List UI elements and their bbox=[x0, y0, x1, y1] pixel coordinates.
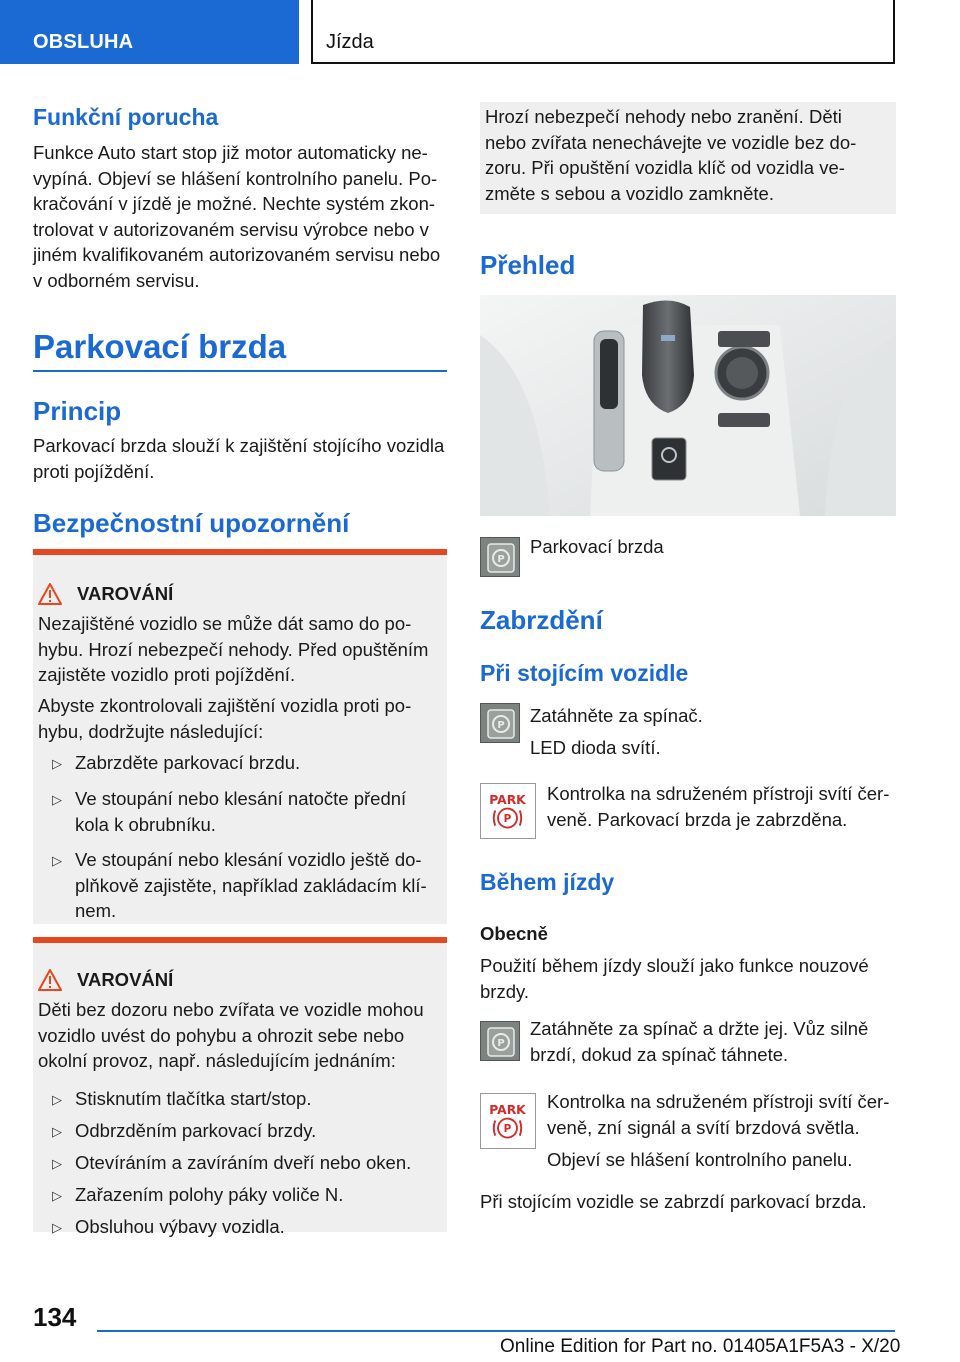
bullet-triangle-icon: ▷ bbox=[52, 853, 62, 868]
general-text bbox=[480, 953, 869, 1004]
standing-title: Při stojícím vozidle bbox=[480, 660, 689, 686]
bullet-triangle-icon: ▷ bbox=[52, 756, 62, 771]
text-line: zajistěte vozidlo proti pojíždění. bbox=[38, 664, 296, 685]
text-line: v odborném servisu. bbox=[33, 269, 200, 291]
general-title: Obecně bbox=[480, 923, 548, 944]
text-line: nem. bbox=[75, 900, 117, 921]
list-item bbox=[75, 786, 406, 837]
page-number: 134 bbox=[33, 1302, 77, 1332]
driving-title: Během jízdy bbox=[480, 869, 615, 895]
warning-text-2 bbox=[38, 693, 411, 744]
bullet-triangle-icon: ▷ bbox=[52, 1156, 62, 1171]
chapter-label: Jízda bbox=[326, 31, 374, 53]
parking-brake-title: Parkovací brzda bbox=[33, 328, 287, 365]
text-line: nebo zvířata nenechávejte ve vozidle bez do- bbox=[485, 131, 857, 153]
text-line: Kontrolka na sdruženém přístroji svítí čer- bbox=[547, 1091, 890, 1112]
warning-text bbox=[485, 104, 856, 206]
malfunction-title: Funkční porucha bbox=[33, 104, 219, 130]
svg-text:P: P bbox=[503, 812, 512, 825]
park-indicator-icon bbox=[480, 1093, 536, 1149]
driving-message-text: Objeví se hlášení kontrolního panelu. bbox=[547, 1149, 853, 1170]
text-line: kola k obrubníku. bbox=[75, 813, 216, 835]
chapter-header bbox=[311, 0, 895, 64]
svg-text:PARK: PARK bbox=[489, 1102, 526, 1117]
standing-indicator-text bbox=[547, 781, 889, 832]
text-line: Zatáhněte za spínač. bbox=[530, 705, 703, 726]
text-line: Abyste zkontrolovali zajištění vozidla proti po- bbox=[38, 695, 412, 716]
principle-title: Princip bbox=[33, 396, 122, 426]
driving-pull-text bbox=[530, 1016, 868, 1067]
bullet-triangle-icon: ▷ bbox=[52, 792, 62, 807]
list-item: Zařazením polohy páky voliče N. bbox=[75, 1184, 344, 1205]
text-line: veně, zní signál a svítí brzdová světla. bbox=[547, 1116, 860, 1138]
malfunction-text bbox=[33, 140, 440, 293]
section-label: OBSLUHA bbox=[33, 31, 134, 53]
text-line: plňkově zajistěte, například zakládacím klí- bbox=[75, 874, 427, 896]
title-rule bbox=[33, 370, 447, 372]
list-item: Otevíráním a zavíráním dveří nebo oken. bbox=[75, 1152, 412, 1173]
text-line: hybu, dodržujte následující: bbox=[38, 720, 264, 742]
warning-text bbox=[38, 611, 428, 688]
safety-title: Bezpečnostní upozornění bbox=[33, 508, 350, 538]
braking-title: Zabrzdění bbox=[480, 605, 603, 635]
warning-box-2 bbox=[33, 937, 447, 1237]
warning-box-1 bbox=[33, 549, 447, 924]
text-line: Ve stoupání nebo klesání natočte přední bbox=[75, 788, 407, 809]
text-line: LED dioda svítí. bbox=[530, 737, 661, 758]
text-line: Zatáhněte za spínač a držte jej. Vůz silně bbox=[530, 1018, 869, 1039]
text-line: Funkce Auto start stop již motor automaticky ne- bbox=[33, 142, 428, 163]
edition-text: Online Edition for Part no. 01405A1F5A3 - X/20 bbox=[500, 1336, 901, 1357]
list-item bbox=[75, 750, 300, 776]
warning-heading: VAROVÁNÍ bbox=[77, 583, 174, 604]
text-line: trolovat v autorizovaném servisu výrobce nebo v bbox=[33, 218, 429, 240]
footer-rule bbox=[97, 1330, 895, 1332]
list-item: Odbrzděním parkovací brzdy. bbox=[75, 1120, 317, 1141]
final-text: Při stojícím vozidle se zabrzdí parkovací brzda. bbox=[480, 1191, 867, 1212]
text-line: veně. Parkovací brzda je zabrzděna. bbox=[547, 808, 848, 830]
bullet-triangle-icon: ▷ bbox=[52, 1124, 62, 1139]
text-line: proti pojíždění. bbox=[33, 460, 155, 482]
text-line: změte s sebou a vozidlo zamkněte. bbox=[485, 182, 774, 204]
text-line: Kontrolka na sdruženém přístroji svítí čer- bbox=[547, 783, 890, 804]
bullet-triangle-icon: ▷ bbox=[52, 1220, 62, 1235]
text-line: zoru. Při opuštění vozidla klíč od vozidla ve- bbox=[485, 157, 845, 178]
list-item bbox=[75, 847, 427, 924]
text-line: Ve stoupání nebo klesání vozidlo ještě do- bbox=[75, 849, 422, 870]
text-line: Parkovací brzda slouží k zajištění stojícího vozidla bbox=[33, 435, 445, 456]
section-tab bbox=[0, 0, 299, 64]
overview-caption: Parkovací brzda bbox=[530, 536, 664, 557]
warning-triangle-icon bbox=[38, 583, 62, 610]
warning-continuation-box bbox=[480, 102, 896, 214]
svg-text:PARK: PARK bbox=[489, 792, 526, 807]
text-line: vozidlo uvést do pohybu a ohrozit sebe nebo bbox=[38, 1024, 405, 1046]
text-line: vypíná. Objeví se hlášení kontrolního panelu. Po- bbox=[33, 167, 438, 189]
text-line: hybu. Hrozí nebezpečí nehody. Před opuštěním bbox=[38, 638, 429, 660]
parking-brake-switch-icon bbox=[480, 537, 520, 577]
warning-triangle-icon bbox=[38, 969, 62, 996]
bullet-triangle-icon: ▷ bbox=[52, 1092, 62, 1107]
text-line: okolní provoz, např. následujícím jednáním: bbox=[38, 1050, 396, 1071]
console-photo bbox=[480, 295, 896, 516]
bullet-triangle-icon: ▷ bbox=[52, 1188, 62, 1203]
overview-title: Přehled bbox=[480, 250, 576, 280]
text-line: jiném kvalifikovaném autorizovaném servisu nebo bbox=[33, 244, 441, 265]
text-line: brzdy. bbox=[480, 980, 530, 1002]
text-line: Zabrzděte parkovací brzdu. bbox=[75, 752, 301, 773]
svg-text:P: P bbox=[503, 1122, 512, 1135]
list-item: Stisknutím tlačítka start/stop. bbox=[75, 1088, 312, 1109]
svg-text:P: P bbox=[497, 554, 505, 565]
text-line: Děti bez dozoru nebo zvířata ve vozidle mohou bbox=[38, 999, 424, 1020]
park-indicator-icon bbox=[480, 783, 536, 839]
text-line: Nezajištěné vozidlo se může dát samo do po- bbox=[38, 613, 412, 634]
parking-brake-switch-icon bbox=[480, 703, 520, 743]
svg-text:P: P bbox=[497, 1038, 505, 1049]
text-line: kračování v jízdě je možné. Nechte systém zkon- bbox=[33, 193, 436, 214]
parking-brake-switch-icon bbox=[480, 1021, 520, 1061]
text-line: brzdí, dokud za spínač táhnete. bbox=[530, 1043, 789, 1065]
list-item: Obsluhou výbavy vozidla. bbox=[75, 1216, 285, 1237]
warning-heading: VAROVÁNÍ bbox=[77, 969, 174, 990]
text-line: Použití během jízdy slouží jako funkce nouzové bbox=[480, 955, 869, 976]
standing-text bbox=[530, 700, 703, 764]
driving-indicator-text bbox=[547, 1089, 889, 1140]
text-line: Hrozí nebezpečí nehody nebo zranění. Děti bbox=[485, 106, 842, 127]
principle-text bbox=[33, 433, 444, 484]
warning-text bbox=[38, 997, 424, 1074]
svg-text:P: P bbox=[497, 720, 505, 731]
